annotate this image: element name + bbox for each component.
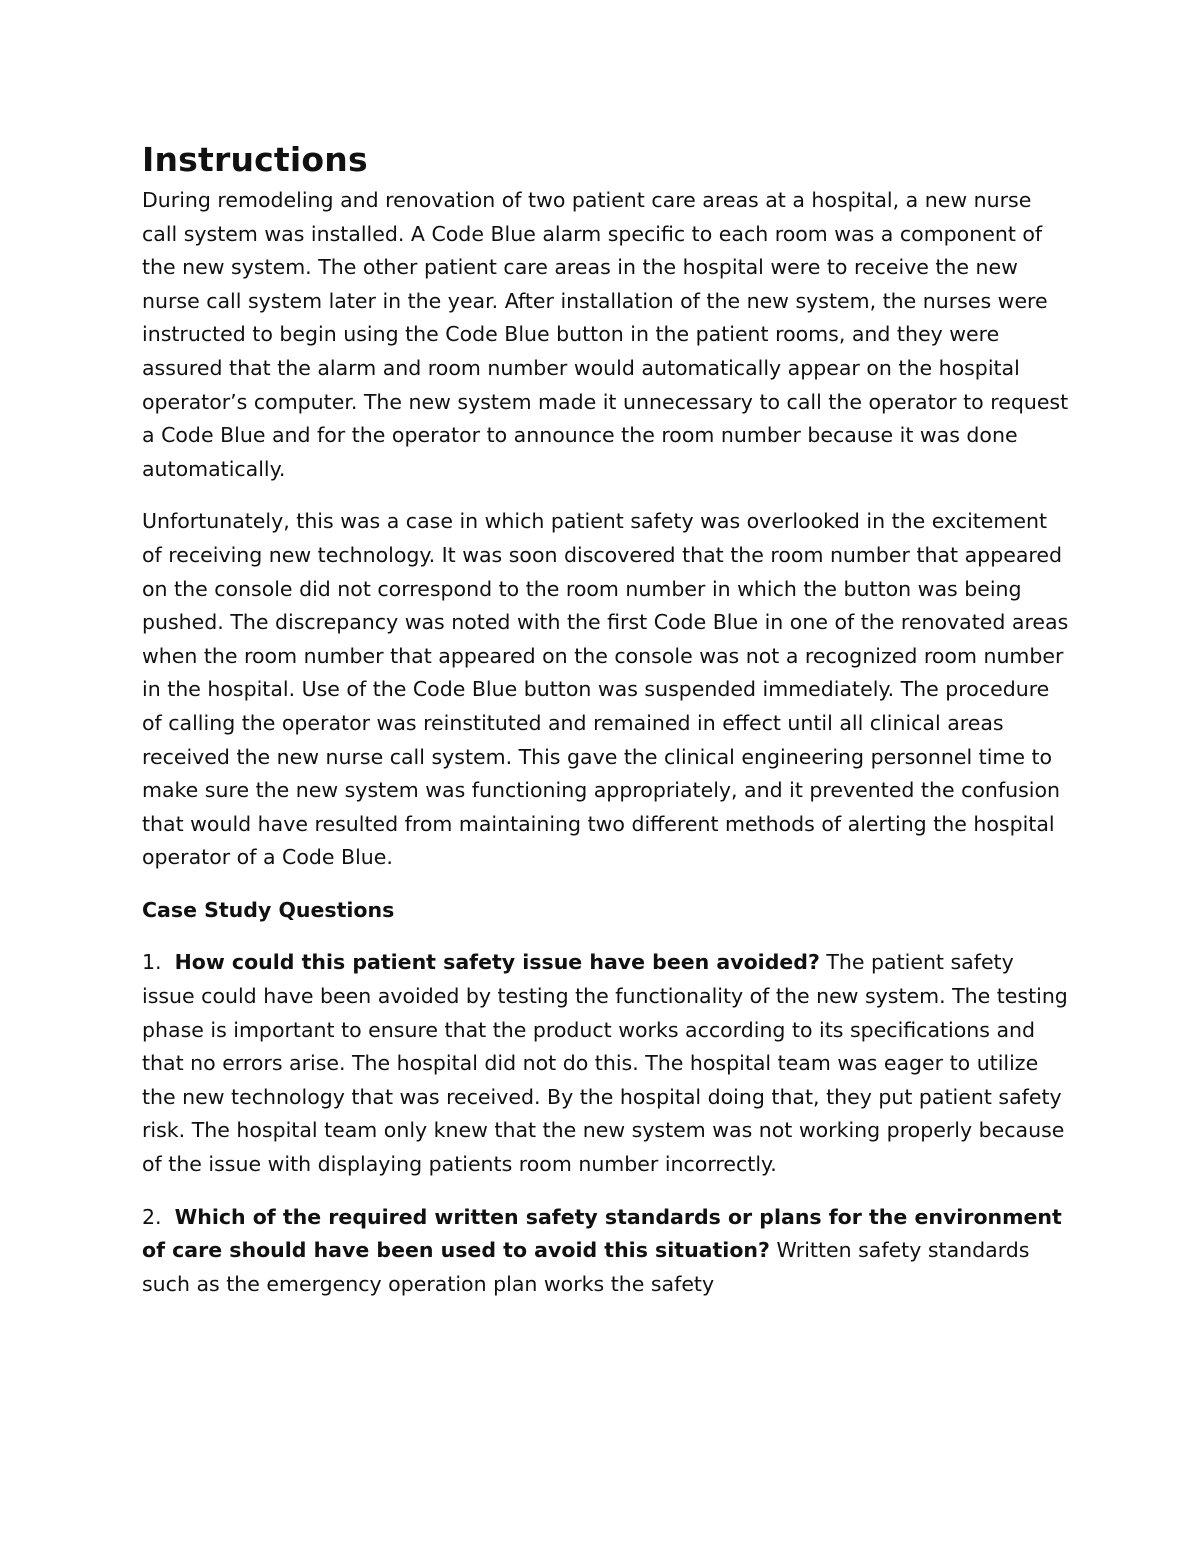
question-text: How could this patient safety issue have been avoided? bbox=[174, 950, 820, 975]
question-item-1 bbox=[142, 946, 1072, 1181]
question-text: Which of the required written safety standards or plans for the environment of care should have been used to avoid this situation? bbox=[142, 1204, 1062, 1263]
question-number: 1. bbox=[142, 950, 162, 975]
answer-text: Written safety standards such as the emergency operation plan works the safety bbox=[142, 1238, 1030, 1296]
document-page bbox=[142, 138, 1072, 1301]
paragraph-intro: During remodeling and renovation of two patient care areas at a hospital, a new nurse call system was installed. A Code Blue alarm specific to each room was a component of the new system. The other patient care areas in the hospital were to receive the new nurse call system later in the year. After installation of the new system, the nurses were instructed to begin using the Code Blue button in the patient rooms, and they were assured that the alarm and room number would automatically appear on the hospital operator’s computer. The new system made it unnecessary to call the operator to request a Code Blue and for the operator to announce the room number because it was done automatically. bbox=[142, 188, 1069, 481]
paragraph-outcome: Unfortunately, this was a case in which patient safety was overlooked in the excitement of receiving new technology. It was soon discovered that the room number that appeared on the console did not correspond to the room number in which the button was being pushed. The discrepancy was noted with the first Code Blue in one of the renovated areas when the room number that appeared on the console was not a recognized room number in the hospital. Use of the Code Blue button was suspended immediately. The procedure of calling the operator was reinstituted and remained in effect until all clinical areas received the new nurse call system. This gave the clinical engineering personnel time to make sure the new system was functioning appropriately, and it prevented the confusion that would have resulted from maintaining two different methods of alerting the hospital operator of a Code Blue. bbox=[142, 509, 1069, 870]
document-title: Instructions bbox=[142, 140, 368, 179]
question-number: 2. bbox=[142, 1204, 162, 1229]
question-item-2 bbox=[142, 1201, 1072, 1302]
questions-heading: Case Study Questions bbox=[142, 897, 395, 922]
answer-text: The patient safety issue could have been avoided by testing the functionality of the new system. The testing phase is important to ensure that the product works according to its specifications and that no errors arise. The hospital did not do this. The hospital team was eager to utilize the new technology that was received. By the hospital doing that, they put patient safety risk. The hospital team only knew that the new system was not working properly because of the issue with displaying patients room number incorrectly. bbox=[142, 950, 1068, 1177]
